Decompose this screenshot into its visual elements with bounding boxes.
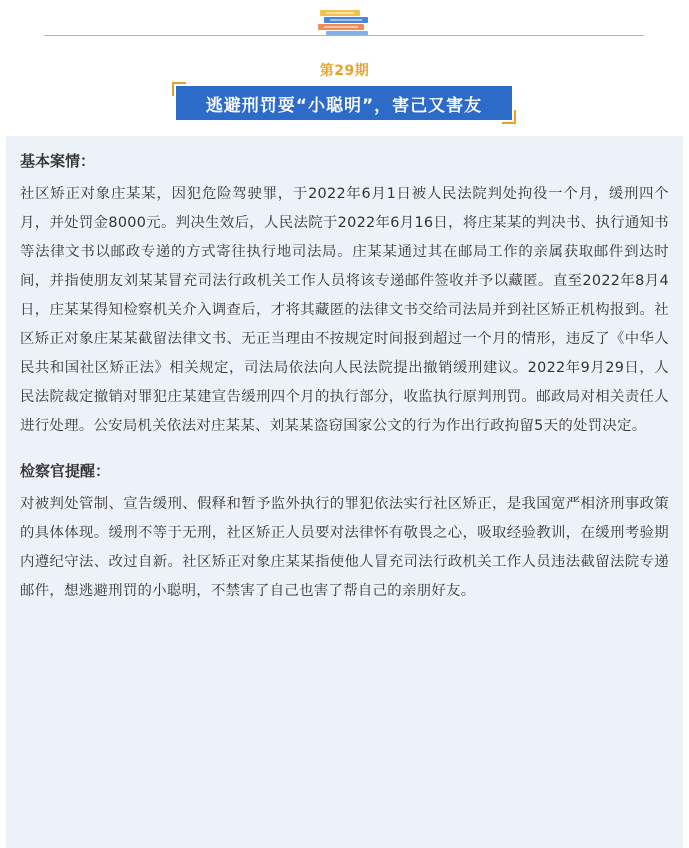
content-panel [6, 136, 683, 848]
header-divider [44, 35, 644, 36]
case-facts-body: 社区矫正对象庄某某，因犯危险驾驶罪，于2022年6月1日被人民法院判处拘役一个月，缓刑四个月，并处罚金8000元。判决生效后，人民法院于2022年6月16日，将庄某某的判决书、执行通知书等法律文书以邮政专递的方式寄往执行地司法局。庄某某通过其在邮局工作的亲属获取邮件到达时间，并指使朋友刘某某冒充司法行政机关工作人员将该专递邮件签收并予以藏匿。直至2022年8月4日，庄某某得知检察机关介入调查后，才将其藏匿的法律文书交给司法局并到社区矫正机构报到。社区矫正对象庄某某截留法律文书、无正当理由不按规定时间报到超过一个月的情形，违反了《中华人民共和国社区矫正法》相关规定，司法局依法向人民法院提出撤销缓刑建议。2022年9月29日，人民法院裁定撤销对罪犯庄某建宣告缓刑四个月的执行部分，收监执行原判刑罚。邮政局对相关责任人进行处理。公安局机关依法对庄某某、刘某某盗窃国家公文的行为作出行政拘留5天的处罚决定。 [20, 186, 669, 434]
stacked-books-icon [316, 8, 372, 36]
case-facts-heading: 基本案情： [20, 152, 96, 170]
section-gap [20, 441, 669, 460]
issue-number: 第29期 [319, 63, 370, 79]
title-banner [172, 82, 516, 124]
prosecutor-reminder-heading: 检察官提醒： [20, 462, 111, 480]
title-background [176, 86, 512, 120]
article-title: 逃避刑罚耍“小聪明”，害己又害友 [205, 95, 483, 116]
prosecutor-reminder-body: 对被判处管制、宣告缓刑、假释和暂予监外执行的罪犯依法实行社区矫正，是我国宽严相济刑事政策的具体体现。缓刑不等于无刑，社区矫正人员要对法律怀有敬畏之心，吸取经验教训，在缓刑考验期内遵纪守法、改过自新。社区矫正对象庄某某指使他人冒充司法行政机关工作人员违法截留法院专递邮件，想逃避刑罚的小聪明，不禁害了自己也害了帮自己的亲朋好友。 [20, 496, 669, 599]
